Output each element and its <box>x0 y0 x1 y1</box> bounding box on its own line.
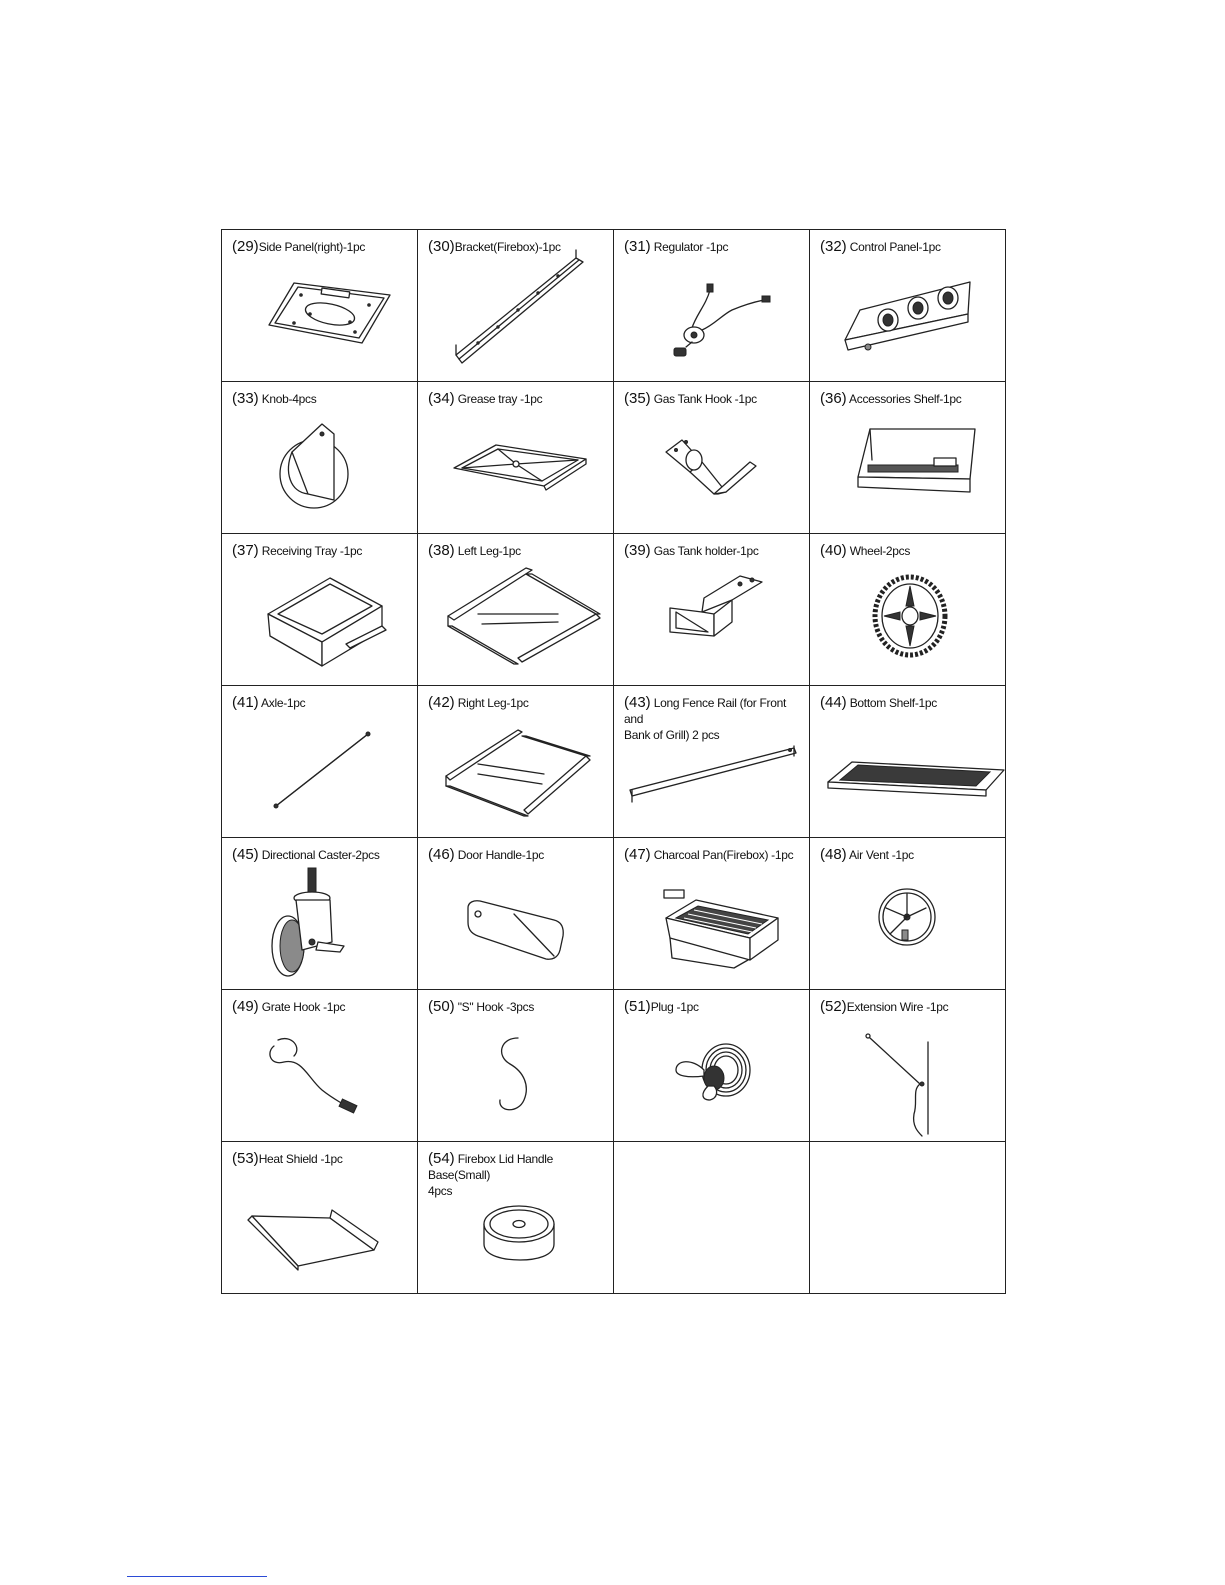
part-name: Firebox Lid Handle Base(Small) 4pcs <box>428 1152 554 1198</box>
part-name: Left Leg-1pc <box>454 544 521 558</box>
part-cell-53 <box>222 1142 418 1294</box>
left-leg-icon <box>418 534 613 685</box>
part-name: Air Vent -1pc <box>846 848 914 862</box>
part-name: Door Handle-1pc <box>454 848 544 862</box>
part-cell-47 <box>614 838 810 990</box>
part-number: (54) <box>428 1150 455 1167</box>
part-number: (40) <box>820 542 847 559</box>
part-number: (44) <box>820 694 847 711</box>
handle-base-icon <box>418 1142 613 1293</box>
gas-tank-hook-icon <box>614 382 809 533</box>
part-number: (36) <box>820 390 847 407</box>
part-number: (51) <box>624 998 651 1015</box>
part-name: Heat Shield -1pc <box>258 1152 343 1166</box>
part-name: Grate Hook -1pc <box>258 1000 346 1014</box>
part-number: (33) <box>232 390 259 407</box>
part-number: (53) <box>232 1150 259 1167</box>
table-row <box>222 686 1006 838</box>
part-name: Control Panel-1pc <box>846 240 941 254</box>
axle-icon <box>222 686 417 837</box>
part-name: Receiving Tray -1pc <box>258 544 363 558</box>
part-cell-34 <box>418 382 614 534</box>
part-cell-42 <box>418 686 614 838</box>
part-name: Knob-4pcs <box>258 392 317 406</box>
grate-hook-icon <box>222 990 417 1141</box>
part-name: Right Leg-1pc <box>454 696 529 710</box>
part-cell-36 <box>810 382 1006 534</box>
regulator-icon <box>614 230 809 381</box>
part-number: (38) <box>428 542 455 559</box>
part-cell-41 <box>222 686 418 838</box>
bracket-icon <box>418 230 613 381</box>
part-cell-29 <box>222 230 418 382</box>
knob-icon <box>222 382 417 533</box>
part-name: Long Fence Rail (for Front and Bank of Grill) 2 pcs <box>624 696 786 742</box>
table-row <box>222 230 1006 382</box>
part-cell-52 <box>810 990 1006 1142</box>
s-hook-icon <box>418 990 613 1141</box>
part-cell-39 <box>614 534 810 686</box>
part-number: (49) <box>232 998 259 1015</box>
table-row <box>222 1142 1006 1294</box>
part-name: Directional Caster-2pcs <box>258 848 380 862</box>
table-row <box>222 382 1006 534</box>
part-cell-49 <box>222 990 418 1142</box>
door-handle-icon <box>418 838 613 989</box>
part-name: Bracket(Firebox)-1pc <box>454 240 561 254</box>
air-vent-icon <box>810 838 1005 989</box>
side-panel-icon <box>222 230 417 381</box>
part-name: Regulator -1pc <box>650 240 729 254</box>
part-cell-40 <box>810 534 1006 686</box>
part-name: "S" Hook -3pcs <box>454 1000 535 1014</box>
parts-table <box>221 229 1006 1294</box>
part-cell-30 <box>418 230 614 382</box>
part-cell-44 <box>810 686 1006 838</box>
part-number: (29) <box>232 238 259 255</box>
part-number: (46) <box>428 846 455 863</box>
part-number: (41) <box>232 694 259 711</box>
part-cell-31 <box>614 230 810 382</box>
plug-icon <box>614 990 809 1141</box>
caster-icon <box>222 838 417 989</box>
part-name: Plug -1pc <box>650 1000 699 1014</box>
part-cell-35 <box>614 382 810 534</box>
receiving-tray-icon <box>222 534 417 685</box>
part-name: Grease tray -1pc <box>454 392 543 406</box>
part-cell-48 <box>810 838 1006 990</box>
part-name: Gas Tank Hook -1pc <box>650 392 757 406</box>
part-cell-45 <box>222 838 418 990</box>
grease-tray-icon <box>418 382 613 533</box>
part-cell-37 <box>222 534 418 686</box>
part-cell-54 <box>418 1142 614 1294</box>
wheel-icon <box>810 534 1005 685</box>
part-name: Gas Tank holder-1pc <box>650 544 759 558</box>
table-row <box>222 838 1006 990</box>
part-number: (37) <box>232 542 259 559</box>
charcoal-pan-icon <box>614 838 809 989</box>
part-number: (32) <box>820 238 847 255</box>
part-number: (43) <box>624 694 651 711</box>
part-number: (35) <box>624 390 651 407</box>
gas-tank-holder-icon <box>614 534 809 685</box>
part-name: Charcoal Pan(Firebox) -1pc <box>650 848 794 862</box>
extension-wire-icon <box>810 990 1005 1141</box>
accessories-shelf-icon <box>810 382 1005 533</box>
part-name: Bottom Shelf-1pc <box>846 696 937 710</box>
part-name: Extension Wire -1pc <box>846 1000 949 1014</box>
part-number: (30) <box>428 238 455 255</box>
part-name: Axle-1pc <box>258 696 306 710</box>
part-name: Side Panel(right)-1pc <box>258 240 366 254</box>
footnote-rule <box>127 1576 267 1577</box>
part-cell-46 <box>418 838 614 990</box>
empty-cell <box>810 1142 1006 1294</box>
part-number: (47) <box>624 846 651 863</box>
part-name: Wheel-2pcs <box>846 544 911 558</box>
heat-shield-icon <box>222 1142 417 1293</box>
part-cell-43 <box>614 686 810 838</box>
right-leg-icon <box>418 686 613 837</box>
part-number: (42) <box>428 694 455 711</box>
part-number: (45) <box>232 846 259 863</box>
table-row <box>222 534 1006 686</box>
empty-cell <box>614 1142 810 1294</box>
part-cell-38 <box>418 534 614 686</box>
bottom-shelf-icon <box>810 686 1005 837</box>
part-cell-32 <box>810 230 1006 382</box>
part-number: (34) <box>428 390 455 407</box>
part-number: (52) <box>820 998 847 1015</box>
part-number: (31) <box>624 238 651 255</box>
part-cell-50 <box>418 990 614 1142</box>
part-number: (39) <box>624 542 651 559</box>
part-cell-33 <box>222 382 418 534</box>
fence-rail-icon <box>614 686 809 837</box>
table-row <box>222 990 1006 1142</box>
part-cell-51 <box>614 990 810 1142</box>
control-panel-icon <box>810 230 1005 381</box>
part-number: (50) <box>428 998 455 1015</box>
part-number: (48) <box>820 846 847 863</box>
part-name: Accessories Shelf-1pc <box>846 392 962 406</box>
